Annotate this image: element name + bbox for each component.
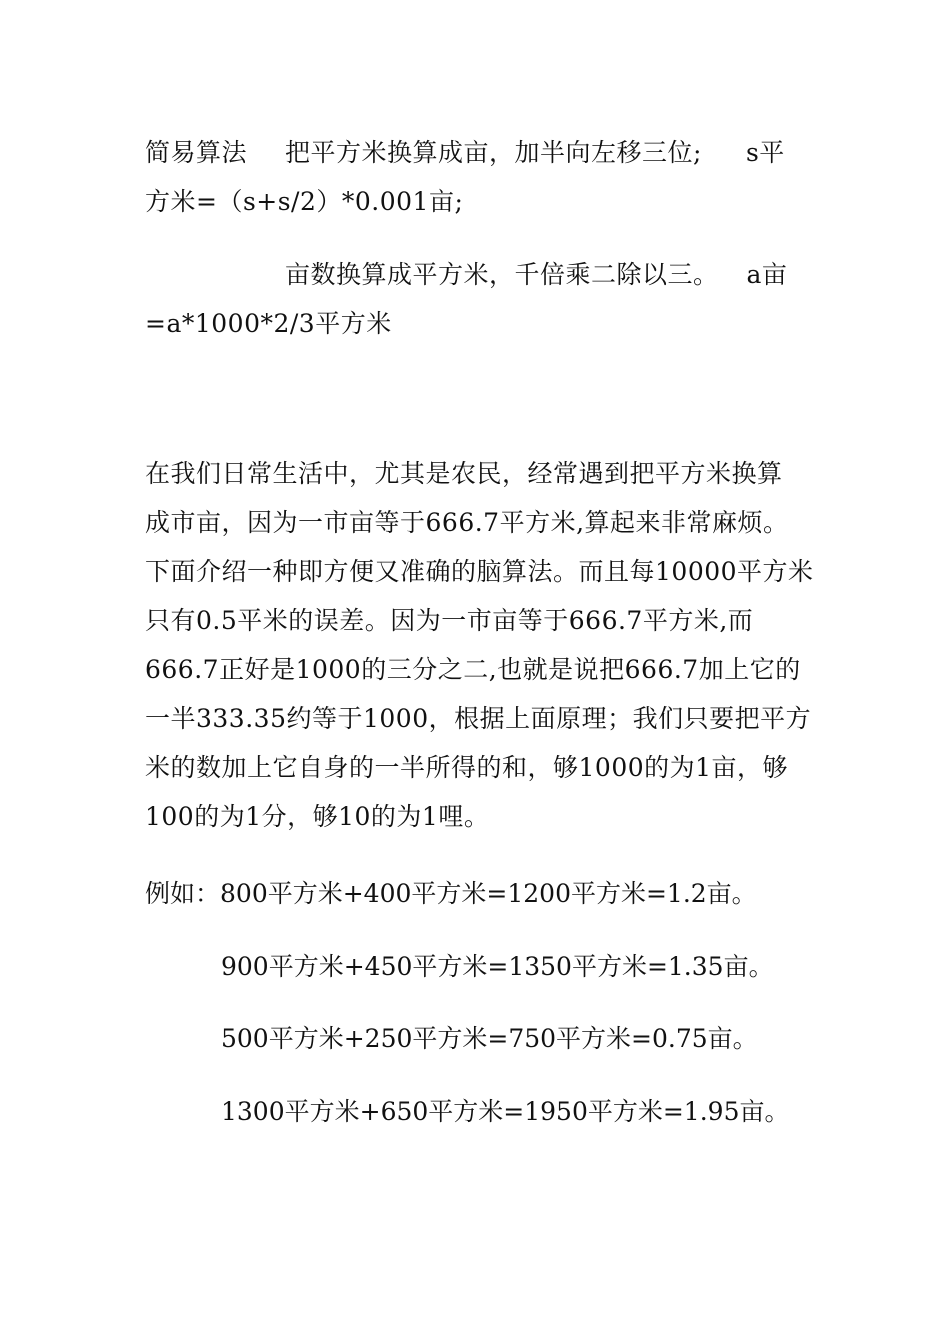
formula-sqm-to-mu-start: s平 xyxy=(745,138,785,167)
explanation-line: 成市亩，因为一市亩等于666.7平方米,算起来非常麻烦。 xyxy=(145,508,789,537)
example-line-3 xyxy=(221,1014,758,1063)
mu-to-sqm-line-1 xyxy=(145,250,810,299)
explanation-line: 米的数加上它自身的一半所得的和，够1000的为1亩，够 xyxy=(145,753,789,782)
example-item: 500平方米+250平方米=750平方米=0.75亩。 xyxy=(221,1024,758,1053)
example-item: 800平方米+400平方米=1200平方米=1.2亩。 xyxy=(220,879,757,908)
explanation-line: 100的为1分，够10的为1哩。 xyxy=(145,802,490,831)
simple-method-paragraph xyxy=(145,128,810,226)
example-line-1 xyxy=(145,869,757,918)
explanation-line: 一半333.35约等于1000，根据上面原理；我们只要把平方 xyxy=(145,704,812,733)
rule-mu-to-sqm: 亩数换算成平方米，千倍乘二除以三。 xyxy=(285,260,719,289)
simple-method-label: 简易算法 xyxy=(145,138,248,167)
example-line-2 xyxy=(221,942,774,991)
formula-mu-to-sqm-end: =a*1000*2/3平方米 xyxy=(145,309,392,338)
formula-sqm-to-mu-end: 方米=（s+s/2）*0.001亩; xyxy=(145,187,464,216)
simple-method-line-2 xyxy=(145,177,810,226)
explanation-line: 在我们日常生活中，尤其是农民，经常遇到把平方米换算 xyxy=(145,459,783,488)
rule-sqm-to-mu: 把平方米换算成亩，加半向左移三位; xyxy=(285,138,702,167)
formula-mu-to-sqm-start: a亩 xyxy=(746,260,788,289)
mu-to-sqm-line-2 xyxy=(145,299,810,348)
simple-method-line-1 xyxy=(145,128,810,177)
explanation-line: 只有0.5平米的误差。因为一市亩等于666.7平方米,而 xyxy=(145,606,754,635)
example-line-4 xyxy=(221,1087,789,1136)
explanation-line: 666.7正好是1000的三分之二,也就是说把666.7加上它的 xyxy=(145,655,801,684)
example-item: 900平方米+450平方米=1350平方米=1.35亩。 xyxy=(221,952,774,981)
explanation-paragraph xyxy=(145,449,814,841)
example-item: 1300平方米+650平方米=1950平方米=1.95亩。 xyxy=(221,1097,790,1126)
example-lead: 例如： xyxy=(145,879,221,908)
mu-to-sqm-paragraph xyxy=(145,250,810,348)
explanation-line: 下面介绍一种即方便又准确的脑算法。而且每10000平方米 xyxy=(145,557,814,586)
